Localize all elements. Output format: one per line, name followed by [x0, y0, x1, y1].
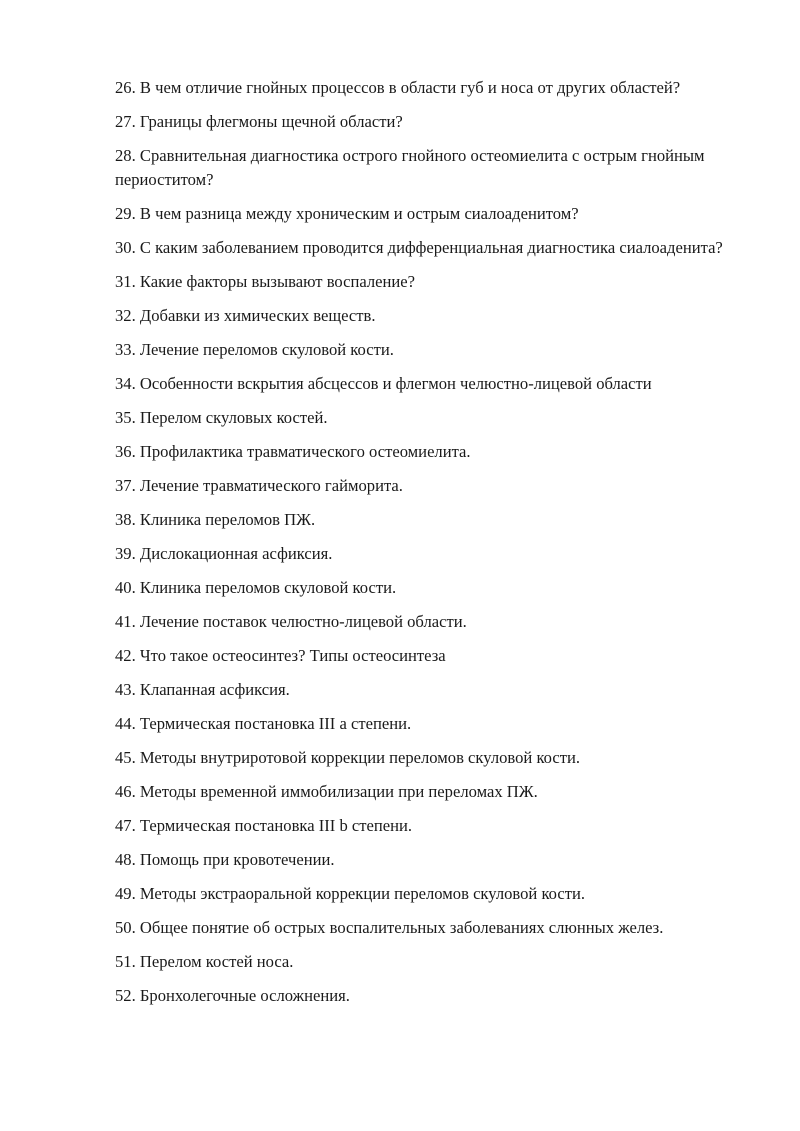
question-item: 50. Общее понятие об острых воспалительных заболеваниях слюнных желез. — [115, 918, 664, 937]
question-item: 47. Термическая постановка III b степени. — [115, 816, 413, 835]
question-item: 40. Клиника переломов скуловой кости. — [115, 578, 397, 597]
question-item: 30. С каким заболеванием проводится дифференциальная диагностика сиалоаденита? — [115, 238, 723, 257]
question-item: 45. Методы внутриротовой коррекции переломов скуловой кости. — [115, 748, 581, 767]
question-item: 44. Термическая постановка III a степени. — [115, 714, 412, 733]
question-item: 39. Дислокационная асфиксия. — [115, 544, 333, 563]
question-item: 48. Помощь при кровотечении. — [115, 850, 335, 869]
question-item: 31. Какие факторы вызывают воспаление? — [115, 272, 416, 291]
question-item: 36. Профилактика травматического остеомиелита. — [115, 442, 471, 461]
question-item: 28. Сравнительная диагностика острого гнойного остеомиелита с острым гнойным периоститом? — [115, 146, 705, 189]
question-item: 46. Методы временной иммобилизации при переломах ПЖ. — [115, 782, 538, 801]
question-item: 29. В чем разница между хроническим и острым сиалоаденитом? — [115, 204, 579, 223]
question-item: 34. Особенности вскрытия абсцессов и флегмон челюстно-лицевой области — [115, 374, 652, 393]
question-item: 52. Бронхолегочные осложнения. — [115, 986, 350, 1005]
question-item: 35. Перелом скуловых костей. — [115, 408, 328, 427]
question-item: 51. Перелом костей носа. — [115, 952, 294, 971]
question-list — [115, 76, 735, 1018]
question-item: 49. Методы экстраоральной коррекции переломов скуловой кости. — [115, 884, 586, 903]
question-item: 41. Лечение поставок челюстно-лицевой области. — [115, 612, 467, 631]
question-item: 27. Границы флегмоны щечной области? — [115, 112, 403, 131]
question-item: 42. Что такое остеосинтез? Типы остеосинтеза — [115, 646, 446, 665]
question-item: 37. Лечение травматического гайморита. — [115, 476, 403, 495]
question-item: 32. Добавки из химических веществ. — [115, 306, 376, 325]
question-item: 38. Клиника переломов ПЖ. — [115, 510, 316, 529]
question-item: 33. Лечение переломов скуловой кости. — [115, 340, 394, 359]
question-item: 26. В чем отличие гнойных процессов в области губ и носа от других областей? — [115, 78, 681, 97]
question-item: 43. Клапанная асфиксия. — [115, 680, 290, 699]
